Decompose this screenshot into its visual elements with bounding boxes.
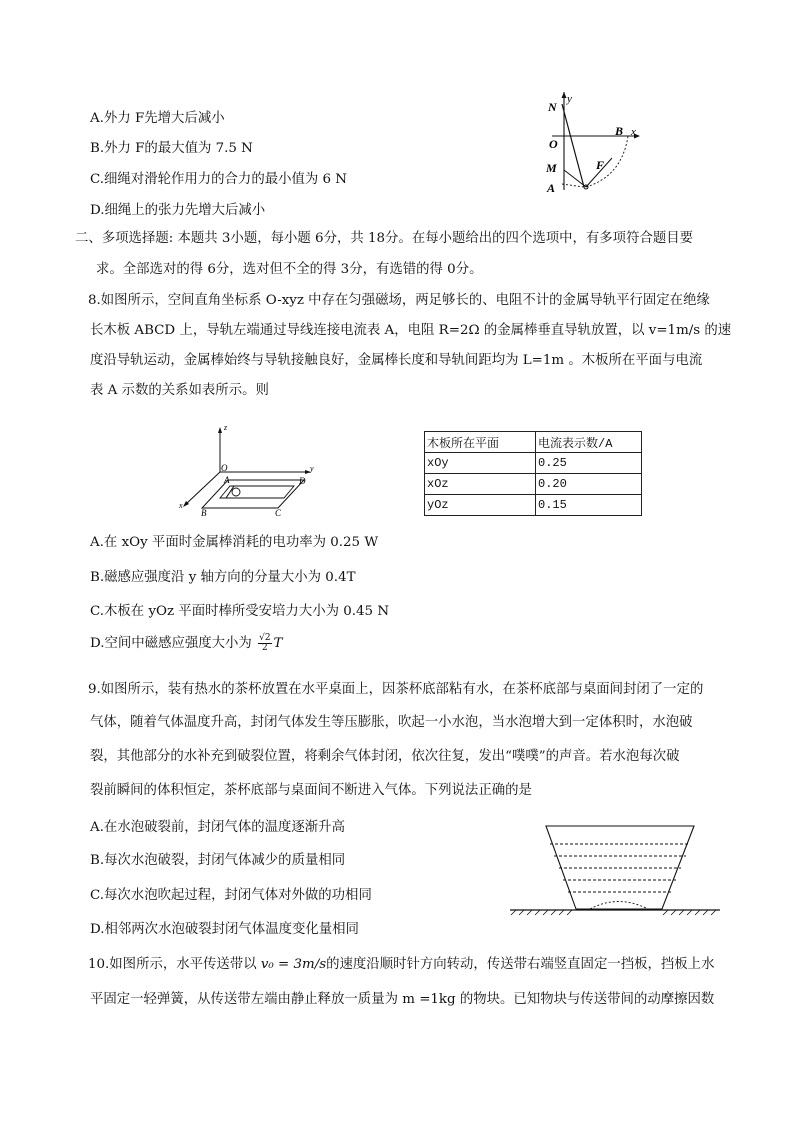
q7-label-b: B <box>615 124 624 138</box>
q7-label-n: N <box>548 100 557 114</box>
q8-label-y: y <box>310 464 314 473</box>
q7-option-b: B.外力 F的最大值为 7.5 N <box>90 141 253 156</box>
q8-label-d: D <box>299 476 306 486</box>
q8-label-c: C <box>275 508 282 518</box>
q7-pulley-figure <box>540 92 650 196</box>
q10-stem-line2: 平固定一轻弹簧，从传送带左端由静止释放一质量为 m =1kg 的物块。已知物块与传送带间的动摩擦因数 <box>90 992 715 1007</box>
q7-label-y: y <box>567 93 572 105</box>
q9-option-c: C.每次水泡吹起过程，封闭气体对外做的功相同 <box>90 888 372 903</box>
q7-option-a: A.外力 F先增大后减小 <box>90 111 225 126</box>
q7-option-c: C.细绳对滑轮作用力的合力的最小值为 6 N <box>90 172 348 187</box>
q9-option-d: D.相邻两次水泡破裂封闭气体温度变化量相同 <box>90 922 359 937</box>
fraction-denominator: 2 <box>261 643 268 653</box>
q7-label-a: A <box>547 181 556 195</box>
q8-stem-line3: 度沿导轨运动，金属棒始终与导轨接触良好，金属棒长度和导轨间距均为 L=1m 。木板所在平面与电流 <box>90 353 703 368</box>
fraction-numerator: √2 <box>259 633 271 643</box>
q10-velocity: v₀ = 3m/s <box>260 957 327 972</box>
section2-line1: 二、多项选择题: 本题共 3小题，每小题 6分，共 18分。在每小题给出的四个选项中，有多项符合题目要 <box>75 231 694 246</box>
q9-stem-line4: 裂前瞬间的体积恒定，茶杯底部与桌面间不断进入气体。下列说法正确的是 <box>90 783 532 798</box>
q8-label-o: O <box>221 463 228 473</box>
table-header-plane: 木板所在平面 <box>425 432 536 453</box>
q8-stem-line1: 8.如图所示，空间直角坐标系 O-xyz 中存在匀强磁场，两足够长的、电阻不计的金属导轨平行固定在绝缘 <box>88 293 710 308</box>
q7-option-d: D.细绳上的张力先增大后减小 <box>90 203 266 218</box>
q7-label-x: x <box>631 126 636 138</box>
q9-stem-line1: 9.如图所示，装有热水的茶杯放置在水平桌面上，因茶杯底部粘有水，在茶杯底部与桌面间封闭了一定的 <box>88 682 704 697</box>
q9-option-a: A.在水泡破裂前，封闭气体的温度逐渐升高 <box>90 820 345 835</box>
table-row <box>425 495 642 516</box>
q8-label-x: x <box>179 501 183 510</box>
table-cell: 0.20 <box>536 474 642 495</box>
q10-stem-line1 <box>88 955 714 975</box>
q8-axes-board-figure <box>178 424 318 516</box>
table-cell: 0.25 <box>536 453 642 474</box>
q7-label-f: F <box>596 158 605 172</box>
table-cell: yOz <box>425 495 536 516</box>
q8-option-a: A.在 xOy 平面时金属棒消耗的电功率为 0.25 W <box>90 535 379 550</box>
section2-line2: 求。全部选对的得 6分，选对但不全的得 3分，有选错的得 0分。 <box>96 262 483 277</box>
q8-option-b: B.磁感应强度沿 y 轴方向的分量大小为 0.4T <box>90 570 356 585</box>
table-cell: 0.15 <box>536 495 642 516</box>
sqrt2-over-2-fraction <box>258 634 271 653</box>
table-header-current: 电流表示数/A <box>536 432 642 453</box>
q9-option-b: B.每次水泡破裂，封闭气体减少的质量相同 <box>90 853 346 868</box>
q8-option-d-text: D.空间中磁感应强度大小为 <box>90 636 252 651</box>
q8-label-a: A <box>224 475 230 485</box>
q8-option-d <box>90 634 282 654</box>
tesla-unit: T <box>273 636 283 651</box>
table-row <box>425 474 642 495</box>
q10-stem-line1-start: 10.如图所示，水平传送带以 <box>88 957 261 972</box>
q10-stem-line1-end: 的速度沿顺时针方向转动，传送带右端竖直固定一挡板，挡板上水 <box>326 957 715 972</box>
table-cell: xOy <box>425 453 536 474</box>
q8-label-z: z <box>224 423 228 432</box>
q9-tea-cup-figure <box>508 822 722 916</box>
q8-label-b: B <box>201 508 207 518</box>
q9-stem-line3: 裂，其他部分的水补充到破裂位置，将剩余气体封闭，依次往复，发出“噗噗”的声音。若水泡每次破 <box>90 749 680 764</box>
q9-stem-line2: 气体，随着气体温度升高，封闭气体发生等压膨胀，吹起一小水泡，当水泡增大到一定体积时，水泡破 <box>90 715 693 730</box>
q8-option-c: C.木板在 yOz 平面时棒所受安培力大小为 0.45 N <box>90 604 390 619</box>
q7-label-o: O <box>549 137 558 151</box>
q7-label-m: M <box>546 161 557 175</box>
q8-stem-line4: 表 A 示数的关系如表所示。则 <box>90 383 269 398</box>
q8-current-table <box>424 431 642 516</box>
q8-stem-line2: 长木板 ABCD 上，导轨左端通过导线连接电流表 A，电阻 R=2Ω 的金属棒垂直导轨放置，以 v=1m/s 的速 <box>90 323 732 338</box>
table-cell: xOz <box>425 474 536 495</box>
table-header-row <box>425 432 642 453</box>
table-row <box>425 453 642 474</box>
